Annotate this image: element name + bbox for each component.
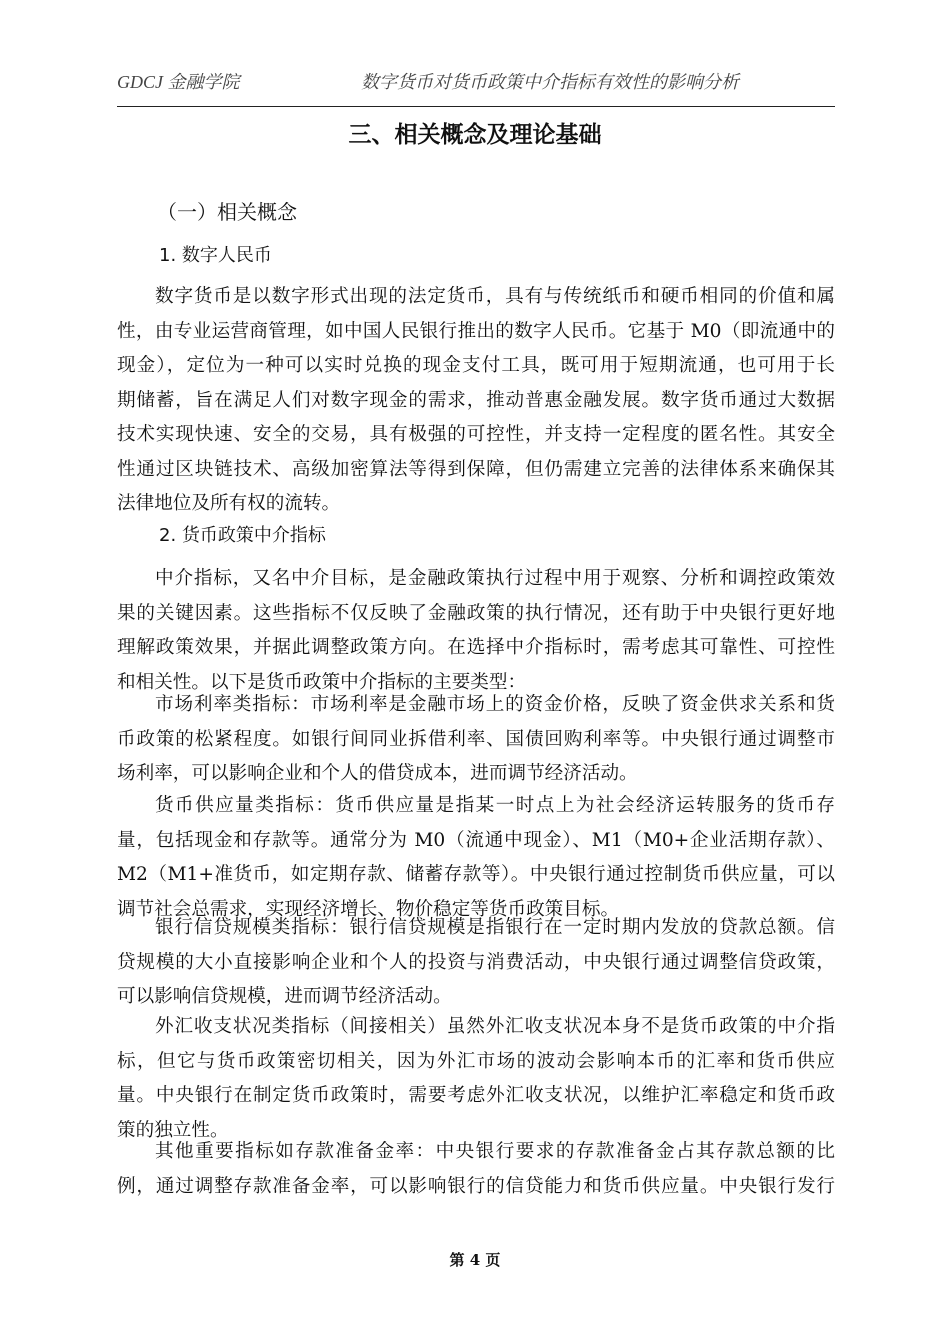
section-heading: （一）相关概念 <box>157 200 297 224</box>
text-line: 中介指标，又名中介目标，是金融政策执行过程中用于观察、分析和调控政策效 <box>155 568 835 589</box>
header-right: 数字货币对货币政策中介指标有效性的影响分析 <box>361 72 739 92</box>
paragraph <box>117 1135 835 1204</box>
chapter-title: 三、相关概念及理论基础 <box>348 122 602 148</box>
text-line: 技术实现快速、安全的交易，具有极强的可控性，并支持一定程度的匿名性。其安全 <box>117 424 835 445</box>
text-line: 货币供应量类指标：货币供应量是指某一时点上为社会经济运转服务的货币存 <box>155 795 835 816</box>
subsection-heading-2: 2. 货币政策中介指标 <box>159 525 326 546</box>
paragraph <box>117 1010 835 1148</box>
text-line: 其他重要指标如存款准备金率：中央银行要求的存款准备金占其存款总额的比 <box>155 1141 835 1162</box>
text-line: 例，通过调整存款准备金率，可以影响银行的信贷能力和货币供应量。中央银行发行 <box>117 1175 835 1197</box>
text-line: 可以影响信贷规模，进而调节经济活动。 <box>117 986 452 1007</box>
text-line: 理解政策效果，并据此调整政策方向。在选择中介指标时，需考虑其可靠性、可控性 <box>117 637 835 658</box>
paragraph <box>117 688 835 792</box>
paragraph <box>117 562 835 700</box>
header-left: GDCJ 金融学院 <box>117 72 240 92</box>
text-line: 银行信贷规模类指标：银行信贷规模是指银行在一定时期内发放的贷款总额。信 <box>155 917 835 938</box>
paragraph <box>117 789 835 927</box>
text-line: 场利率，可以影响企业和个人的借贷成本，进而调节经济活动。 <box>117 763 638 784</box>
text-line: 期储蓄，旨在满足人们对数字现金的需求，推动普惠金融发展。数字货币通过大数据 <box>117 389 835 411</box>
text-line: 果的关键因素。这些指标不仅反映了金融政策的执行情况，还有助于中央银行更好地 <box>117 602 835 624</box>
text-line: 法律地位及所有权的流转。 <box>117 493 341 514</box>
text-line: 和相关性。以下是货币政策中介指标的主要类型： <box>117 671 527 693</box>
paragraph <box>117 911 835 1015</box>
text-line: 调节社会总需求，实现经济增长、物价稳定等货币政策目标。 <box>117 898 620 920</box>
text-line: 外汇收支状况类指标（间接相关）虽然外汇收支状况本身不是货币政策的中介指 <box>155 1016 835 1037</box>
text-line: 性通过区块链技术、高级加密算法等得到保障，但仍需建立完善的法律体系来确保其 <box>117 458 835 480</box>
header-rule <box>117 106 835 107</box>
page-number: 第 4 页 <box>449 1251 501 1269</box>
text-line: 币政策的松紧程度。如银行间同业拆借利率、国债回购利率等。中央银行通过调整市 <box>117 728 835 750</box>
paragraph <box>117 280 835 522</box>
text-line: 标，但它与货币政策密切相关，因为外汇市场的波动会影响本币的汇率和货币供应 <box>117 1050 835 1072</box>
text-line: 策的独立性。 <box>117 1119 229 1141</box>
subsection-heading-1: 1. 数字人民币 <box>159 245 272 266</box>
text-line: 现金），定位为一种可以实时兑换的现金支付工具，既可用于短期流通，也可用于长 <box>117 355 835 376</box>
text-line: M2（M1+准货币，如定期存款、储蓄存款等）。中央银行通过控制货币供应量，可以 <box>117 864 835 885</box>
text-line: 贷规模的大小直接影响企业和个人的投资与消费活动，中央银行通过调整信贷政策， <box>117 951 835 973</box>
text-line: 市场利率类指标：市场利率是金融市场上的资金价格，反映了资金供求关系和货 <box>155 694 835 715</box>
text-line: 数字货币是以数字形式出现的法定货币，具有与传统纸币和硬币相同的价值和属 <box>155 286 835 307</box>
text-line: 量，包括现金和存款等。通常分为 M0（流通中现金）、M1（M0+企业活期存款）、 <box>117 829 835 851</box>
text-line: 性，由专业运营商管理，如中国人民银行推出的数字人民币。它基于 M0（即流通中的 <box>117 320 835 342</box>
text-line: 量。中央银行在制定货币政策时，需要考虑外汇收支状况，以维护汇率稳定和货币政 <box>117 1085 835 1106</box>
